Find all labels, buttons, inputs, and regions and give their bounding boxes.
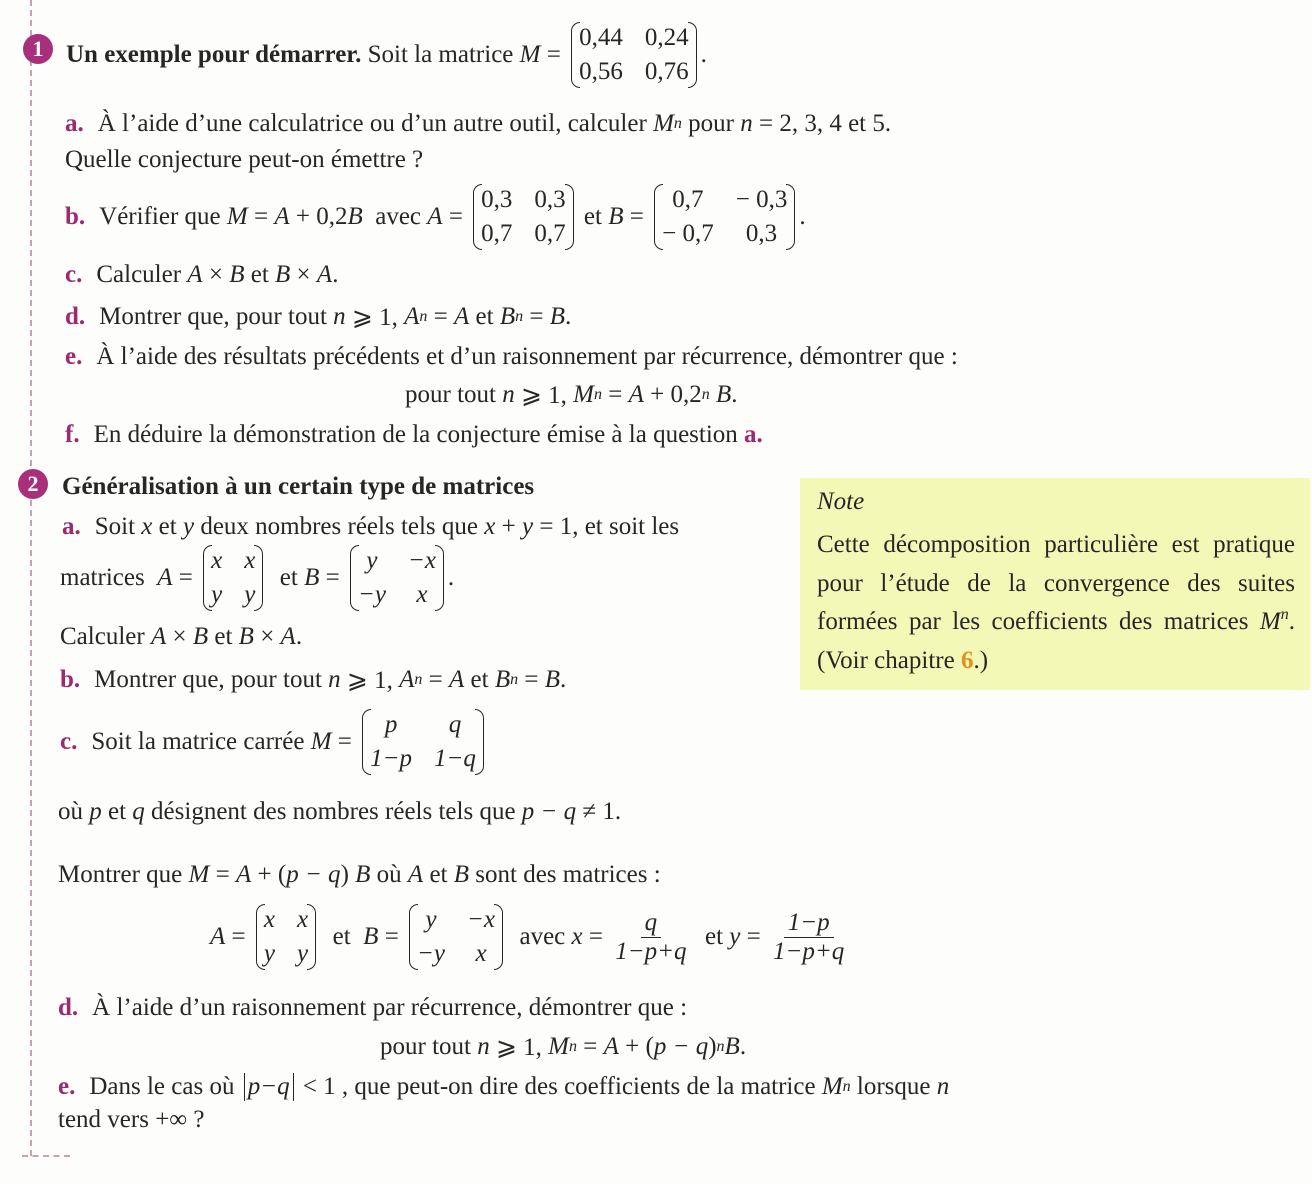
- question-1b: [65, 177, 806, 257]
- matrix-cell: x: [475, 940, 487, 967]
- matrix-cell: x: [211, 547, 223, 574]
- text: En déduire la démonstration de la conjecture émise à la question: [93, 421, 745, 448]
- math-variable: n: [936, 1073, 950, 1100]
- exercise-number-badge: 1: [23, 34, 53, 64]
- text: et: [101, 798, 133, 825]
- text: ×: [253, 623, 281, 650]
- matrix-cell: − 0,3: [735, 186, 788, 213]
- text: et: [267, 564, 305, 591]
- text: et: [244, 261, 276, 288]
- text: =: [172, 564, 200, 591]
- math-variable: B: [347, 203, 363, 230]
- text: + 0,2: [643, 381, 702, 408]
- matrix-cell: 0,3: [534, 186, 566, 213]
- text: ⩾ 1,: [489, 1034, 549, 1061]
- text: et: [320, 923, 364, 950]
- matrix-cell: 0,56: [579, 58, 623, 85]
- text: =: [422, 666, 449, 693]
- math-variable: B: [544, 666, 560, 693]
- question-label: a.: [62, 513, 81, 540]
- matrix-cell: −y: [357, 581, 386, 608]
- matrix-cell: 0,3: [481, 186, 513, 213]
- matrix-cell: x: [263, 906, 275, 933]
- math-variable: A: [157, 564, 173, 591]
- exercise-number-badge: 2: [18, 469, 48, 499]
- exercise-2-title: [62, 469, 534, 505]
- matrix-cell: y: [211, 581, 223, 608]
- math-variable: x: [141, 513, 153, 540]
- question-label: d.: [58, 994, 79, 1021]
- text: .: [559, 666, 567, 693]
- matrix-cell: −x: [407, 547, 436, 574]
- text: ⩾ 1,: [514, 382, 574, 409]
- math-variable: A: [399, 666, 415, 693]
- question-label: b.: [65, 203, 86, 230]
- matrix: [654, 184, 795, 250]
- math-variable: n: [333, 303, 346, 330]
- text: matrices: [60, 564, 158, 591]
- question-2b: b. Montrer que, pour tout n ⩾ 1, A n = A et B n = B .: [60, 666, 567, 694]
- question-1e-formula: pour tout n ⩾ 1, M n = A + 0,2 n B .: [405, 381, 738, 409]
- math-variable: B: [304, 564, 320, 591]
- matrix-cell: −x: [467, 906, 495, 933]
- bold-heading: Généralisation à un certain type de matrices: [62, 473, 535, 500]
- matrix: [350, 545, 444, 611]
- text: sont des matrices :: [469, 861, 661, 888]
- text: Dans le cas où: [89, 1073, 241, 1100]
- text: =: [247, 203, 275, 230]
- note-body: [817, 526, 1295, 680]
- text: =: [225, 923, 252, 950]
- text: =: [740, 923, 768, 950]
- matrix-cell: y: [263, 940, 275, 967]
- text: pour: [681, 110, 741, 137]
- math-variable: A: [187, 261, 203, 288]
- math-variable: p: [89, 798, 102, 825]
- math-variable: M: [548, 1033, 569, 1060]
- matrix-cell: 0,44: [579, 24, 623, 51]
- math-variable: A: [404, 303, 420, 330]
- text: pour tout: [380, 1033, 478, 1060]
- question-2d-formula: pour tout n ⩾ 1, M n = A + ( p − q ) n B .: [380, 1033, 747, 1061]
- matrix-cell: q: [448, 711, 462, 738]
- text: désignent des nombres réels tels que: [144, 798, 522, 825]
- math-variable: M: [519, 41, 541, 68]
- matrix-cell: 0,24: [644, 24, 689, 51]
- text: =: [209, 861, 236, 888]
- math-variable: B: [192, 623, 209, 650]
- question-label: f.: [65, 421, 80, 448]
- text: deux nombres réels tels que: [194, 513, 485, 540]
- matrix-cell: −y: [417, 940, 446, 967]
- text: Montrer que, pour tout: [94, 666, 329, 693]
- text: = 1, et soit les: [533, 513, 680, 540]
- math-variable: n: [477, 1033, 490, 1060]
- question-2c-statement: [58, 857, 661, 893]
- text: .: [295, 623, 303, 650]
- math-variable: n: [502, 381, 515, 408]
- matrix-cell: y: [244, 581, 256, 608]
- text: Calculer: [60, 623, 151, 650]
- fraction: [773, 909, 844, 966]
- text: Vérifier que: [99, 203, 227, 230]
- text: avec: [506, 923, 572, 950]
- math-variable: M: [310, 728, 332, 755]
- math-variable: p − q: [286, 861, 341, 888]
- question-2e: e. Dans le cas où p−q < 1 , que peut-on dire des coefficients de la matrice M n lorsque n: [58, 1073, 950, 1100]
- text: pour tout: [405, 381, 503, 408]
- question-label: e.: [65, 343, 83, 370]
- chapter-reference: 6: [960, 646, 974, 674]
- question-label: b.: [60, 666, 81, 693]
- fraction-numerator: 1−p: [784, 909, 834, 938]
- text: À l’aide d’une calculatrice ou d’un autre outil, calculer: [97, 110, 654, 137]
- math-variable: B: [724, 1033, 740, 1060]
- margin-rule: [30, 0, 32, 1156]
- exercise-1-title: [66, 15, 707, 95]
- matrix-cell: y: [297, 940, 309, 967]
- question-label: c.: [60, 728, 78, 755]
- question-1f: [65, 417, 777, 453]
- text: ⩾ 1,: [345, 304, 405, 331]
- text: =: [582, 923, 610, 950]
- math-variable: p − q: [653, 1033, 709, 1060]
- text: =: [602, 381, 629, 408]
- question-2c-condition: [58, 794, 621, 830]
- text: =: [378, 923, 406, 950]
- text: =: [577, 1033, 604, 1060]
- math-variable: M: [573, 381, 594, 408]
- math-variable: M: [1259, 608, 1281, 635]
- math-variable: B: [716, 381, 732, 408]
- text: =: [427, 303, 454, 330]
- math-variable: B: [608, 203, 624, 230]
- question-2a-matrices: [60, 538, 454, 618]
- note-title: Note: [817, 488, 865, 515]
- text: =: [319, 564, 346, 591]
- matrix-cell: x: [297, 906, 309, 933]
- exponent: n: [1280, 606, 1289, 623]
- matrix-cell: 0,76: [644, 58, 689, 85]
- text: lorsque: [850, 1073, 937, 1100]
- text: ×: [290, 261, 317, 288]
- text: ≠ 1.: [576, 798, 622, 825]
- text: + (: [618, 1033, 654, 1060]
- text: Soit: [94, 513, 142, 540]
- text: < 1 , que peut-on dire des coefficients de la matrice: [296, 1073, 822, 1100]
- math-variable: M: [188, 861, 210, 888]
- matrix-cell: x: [244, 547, 256, 574]
- question-label: a.: [744, 421, 763, 448]
- math-variable: B: [238, 623, 254, 650]
- matrix: [203, 545, 263, 611]
- text: .: [731, 381, 738, 408]
- math-variable: B: [355, 861, 371, 888]
- math-variable: A: [280, 623, 296, 650]
- text: Calculer: [96, 261, 188, 288]
- question-1a-cont: [65, 142, 423, 178]
- text: .: [700, 41, 707, 68]
- math-variable: A: [427, 203, 443, 230]
- text: .): [973, 646, 989, 674]
- matrix: [409, 904, 503, 970]
- text: ⩾ 1,: [340, 667, 400, 694]
- matrix: [256, 904, 316, 970]
- text: et: [423, 861, 454, 888]
- matrix-cell: 0,7: [534, 220, 566, 247]
- math-variable: n: [740, 110, 753, 137]
- math-variable: A: [210, 923, 226, 950]
- math-variable: A: [453, 303, 470, 330]
- absolute-value: p−q: [244, 1073, 294, 1101]
- text: .: [564, 303, 572, 330]
- question-label: c.: [65, 261, 83, 288]
- matrix-cell: 0,7: [481, 220, 513, 247]
- text: où: [58, 798, 90, 825]
- math-variable: A: [316, 261, 333, 288]
- matrix-cell: − 0,7: [662, 220, 714, 247]
- fraction-numerator: q: [641, 909, 662, 938]
- text: et: [464, 666, 495, 693]
- question-label: a.: [65, 110, 84, 137]
- matrix: [473, 184, 574, 250]
- matrix-cell: 0,7: [672, 186, 704, 213]
- text: =: [523, 303, 550, 330]
- question-label: e.: [58, 1073, 76, 1100]
- math-variable: B: [275, 261, 291, 288]
- matrix-cell: p: [384, 711, 398, 738]
- text: et: [692, 923, 730, 950]
- text: .: [799, 203, 806, 230]
- text: ×: [166, 623, 193, 650]
- math-variable: A: [274, 203, 290, 230]
- text: Quelle conjecture peut-on émettre ?: [65, 146, 424, 173]
- matrix: [362, 709, 484, 775]
- math-variable: B: [363, 923, 379, 950]
- question-2c: [60, 702, 488, 782]
- text: et: [577, 203, 609, 230]
- math-variable: B: [229, 261, 245, 288]
- question-1e: [65, 339, 958, 375]
- math-variable: B: [494, 666, 511, 693]
- question-1a: a. À l’aide d’une calculatrice ou d’un autre outil, calculer M n pour n = 2, 3, 4 et 5.: [65, 110, 892, 137]
- math-variable: M: [821, 1073, 843, 1100]
- question-2c-formula: [210, 897, 850, 977]
- math-variable: n: [328, 666, 341, 693]
- text: =: [518, 666, 545, 693]
- text: À l’aide d’un raisonnement par récurrence, démontrer que :: [92, 994, 688, 1021]
- matrix-cell: y: [366, 547, 378, 574]
- text: ): [340, 861, 356, 888]
- math-variable: y: [182, 513, 195, 540]
- text: =: [623, 203, 651, 230]
- text: = 2, 3, 4 et 5.: [752, 110, 892, 137]
- matrix-cell: 0,3: [745, 220, 778, 247]
- question-label: d.: [65, 303, 86, 330]
- math-variable: x: [484, 513, 496, 540]
- math-variable: B: [453, 861, 470, 888]
- text: .: [447, 564, 455, 591]
- math-variable: M: [653, 110, 674, 137]
- math-variable: y: [729, 923, 741, 950]
- text: où: [370, 861, 408, 888]
- margin-rule-foot: [22, 1155, 70, 1157]
- math-variable: B: [549, 303, 565, 330]
- fraction-denominator: 1−p+q: [615, 937, 687, 965]
- matrix-cell: x: [416, 581, 428, 608]
- text: ): [708, 1033, 717, 1060]
- math-variable: A: [407, 861, 424, 888]
- note-box: [800, 478, 1310, 690]
- question-1c: [65, 257, 338, 293]
- math-variable: p − q: [521, 798, 577, 825]
- text: Soit la matrice carrée: [91, 728, 311, 755]
- question-2a-cont: [60, 619, 302, 655]
- math-variable: x: [571, 923, 583, 950]
- text: =: [442, 203, 470, 230]
- math-variable: q: [132, 798, 145, 825]
- text: + 0,2: [289, 203, 348, 230]
- question-1d: d. Montrer que, pour tout n ⩾ 1, A n = A et B n = B .: [65, 303, 572, 331]
- text: et: [469, 303, 500, 330]
- matrix: [571, 22, 697, 88]
- text: Cette décomposition particulière est pratique pour l’étude de la convergence des suites formées par les coefficients des matrices: [817, 531, 1295, 635]
- bold-heading: Un exemple pour démarrer.: [66, 41, 362, 68]
- text: . (Voir chapitre: [817, 608, 1295, 674]
- question-2d: [58, 990, 687, 1026]
- math-variable: A: [603, 1033, 619, 1060]
- math-variable: A: [150, 623, 167, 650]
- math-variable: B: [499, 303, 516, 330]
- text: =: [331, 728, 359, 755]
- fraction: [615, 909, 686, 966]
- text: À l’aide des résultats précédents et d’un raisonnement par récurrence, démontrer que :: [96, 343, 958, 370]
- matrix-cell: 1−p: [370, 745, 412, 772]
- text: et: [152, 513, 183, 540]
- text: et: [208, 623, 239, 650]
- question-2e-cont: [58, 1102, 204, 1138]
- text: Soit la matrice: [361, 41, 520, 68]
- math-variable: A: [235, 861, 252, 888]
- fraction-denominator: 1−p+q: [773, 937, 845, 965]
- math-variable: A: [628, 381, 644, 408]
- math-variable: M: [226, 203, 248, 230]
- text: Montrer que, pour tout: [99, 303, 334, 330]
- text: .: [332, 261, 339, 288]
- text: Montrer que: [58, 861, 189, 888]
- math-variable: A: [448, 666, 465, 693]
- text: .: [739, 1033, 747, 1060]
- text: +: [495, 513, 522, 540]
- matrix-cell: 1−q: [434, 745, 476, 772]
- text: + (: [251, 861, 287, 888]
- math-variable: y: [521, 513, 534, 540]
- text: avec: [362, 203, 428, 230]
- text: tend vers +∞ ?: [58, 1106, 205, 1133]
- text: ×: [202, 261, 230, 288]
- text: =: [540, 41, 568, 68]
- matrix-cell: y: [425, 906, 437, 933]
